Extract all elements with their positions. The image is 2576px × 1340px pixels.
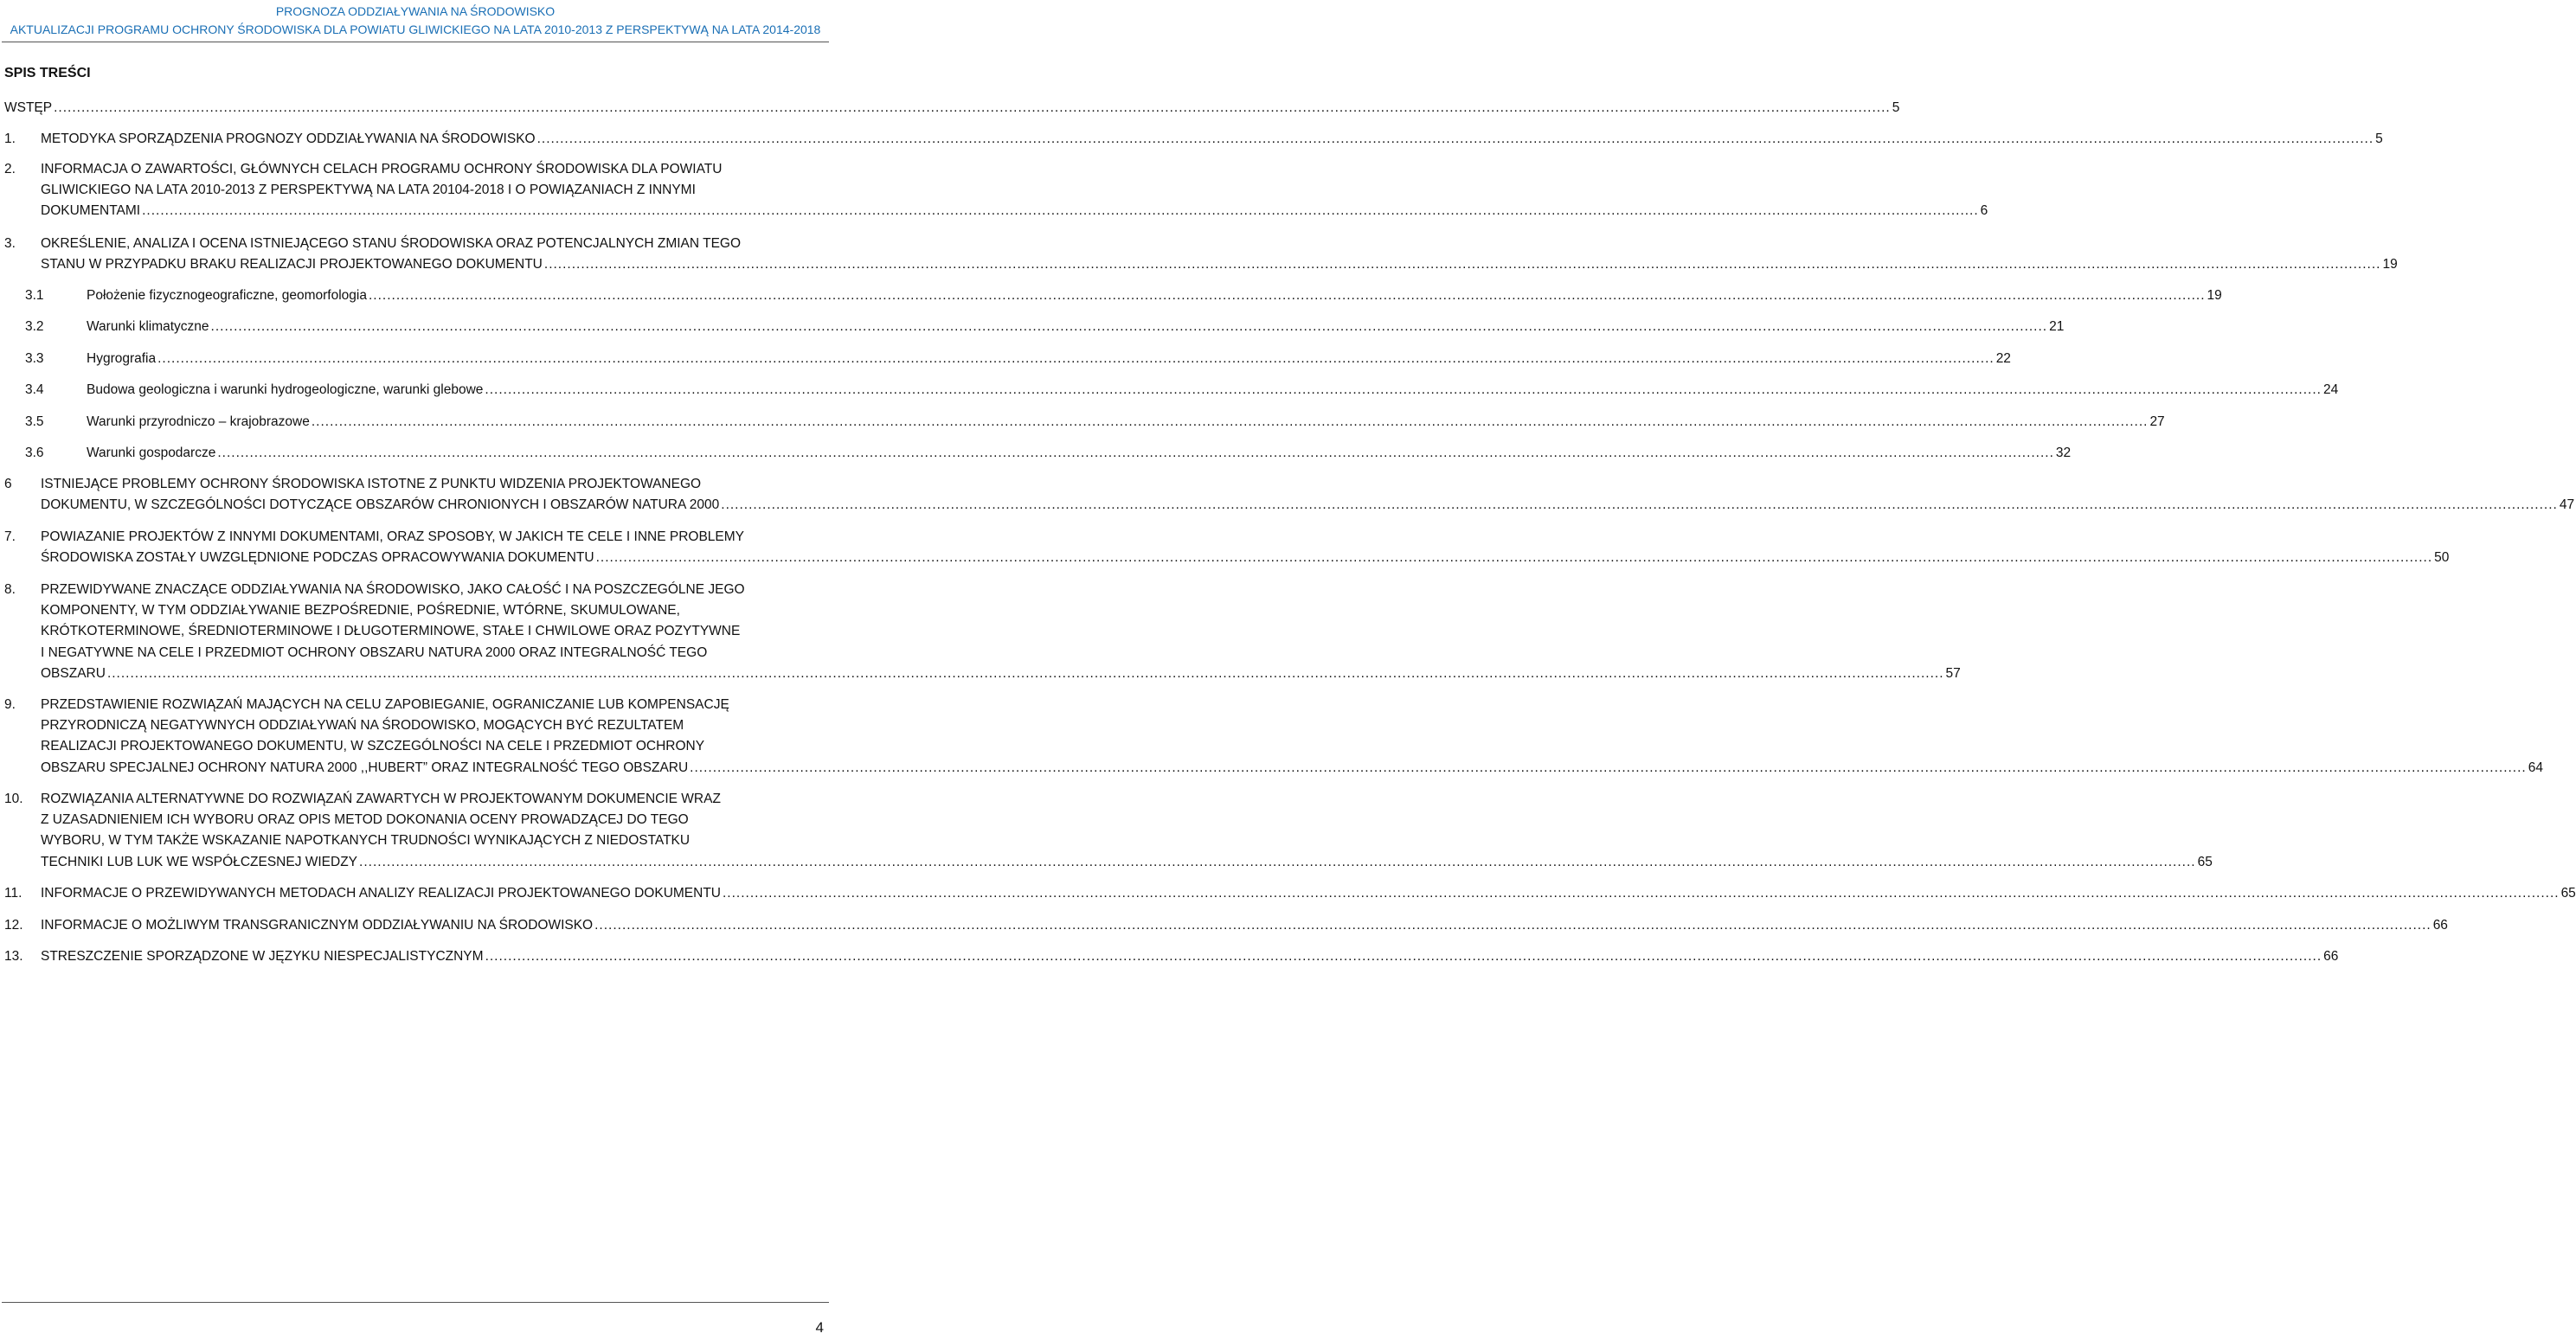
toc-entry-number: 3.2 (25, 319, 44, 334)
toc-entry-page: 65 (2197, 854, 2213, 869)
header-line-2: AKTUALIZACJI PROGRAMU OCHRONY ŚRODOWISKA DLA POWIATU GLIWICKIEGO NA LATA 2010-2013 Z PERSPEKTYWĄ NA LATA 2014-2018 (10, 22, 821, 36)
toc-entry-page: 32 (2055, 446, 2072, 460)
dot-leader: ................................................................................................................................................................................................................................................................................................................................................................................................................ (536, 131, 2374, 146)
toc-entry-title: STANU W PRZYPADKU BRAKU REALIZACJI PROJEKTOWANEGO DOKUMENTU (41, 257, 543, 272)
dot-leader: ................................................................................................................................................................................................................................................................................................................................................................................................................ (594, 918, 2431, 933)
toc-entry-number: 3.5 (25, 414, 44, 429)
dot-leader: ................................................................................................................................................................................................................................................................................................................................................................................................................ (690, 760, 2527, 775)
toc-entry-title: WYBORU, W TYM TAKŻE WSKAZANIE NAPOTKANYCH TRUDNOŚCI WYNIKAJĄCYCH Z NIEDOSTATKU (41, 833, 691, 849)
toc-entry-page: 65 (2560, 886, 2576, 901)
toc-entry-title: KOMPONENTY, W TYM ODDZIAŁYWANIE BEZPOŚREDNIE, POŚREDNIE, WTÓRNE, SKUMULOWANE, (41, 603, 680, 619)
dot-leader: ................................................................................................................................................................................................................................................................................................................................................................................................................ (359, 854, 2196, 869)
running-header (0, 3, 831, 39)
dot-leader: ................................................................................................................................................................................................................................................................................................................................................................................................................ (142, 203, 1979, 219)
toc-entry-number: 13. (4, 949, 23, 964)
toc-entry-title: Hygrografia (87, 351, 157, 366)
dot-leader: ................................................................................................................................................................................................................................................................................................................................................................................................................ (721, 497, 2558, 513)
toc-entry-title: DOKUMENTAMI (41, 203, 141, 219)
toc-entry-title: Warunki gospodarcze (87, 446, 216, 460)
toc-entry-title: ISTNIEJĄCE PROBLEMY OCHRONY ŚRODOWISKA ISTOTNE Z PUNKTU WIDZENIA PROJEKTOWANEGO (41, 477, 702, 491)
toc-entry-number: 9. (4, 697, 16, 712)
toc-entry-page: 47 (2559, 497, 2575, 513)
toc-entry-page: 24 (2322, 382, 2339, 397)
dot-leader: ................................................................................................................................................................................................................................................................................................................................................................................................................ (723, 886, 2560, 901)
toc-entry-page: 5 (2375, 131, 2383, 146)
toc-entry-number: 3.1 (25, 288, 44, 303)
toc-entry-number: 11. (4, 886, 22, 901)
toc-entry-number: 3.3 (25, 351, 44, 366)
dot-leader: ................................................................................................................................................................................................................................................................................................................................................................................................................ (217, 446, 2054, 460)
footer-divider (2, 1302, 829, 1303)
toc-title: SPIS TREŚCI (4, 66, 91, 80)
header-line-1: PROGNOZA ODDZIAŁYWANIA NA ŚRODOWISKO (275, 4, 556, 18)
toc-entry-title: ŚRODOWISKA ZOSTAŁY UWZGLĘDNIONE PODCZAS OPRACOWYWANIA DOKUMENTU (41, 550, 594, 566)
dot-leader: ................................................................................................................................................................................................................................................................................................................................................................................................................ (485, 382, 2322, 397)
toc-entry-page: 19 (2207, 288, 2222, 303)
toc-entry-page: 19 (2382, 257, 2398, 272)
toc-entry-title: ROZWIĄZANIA ALTERNATYWNE DO ROZWIĄZAŃ ZAWARTYCH W PROJEKTOWANYM DOKUMENCIE WRAZ (41, 792, 721, 806)
dot-leader: ................................................................................................................................................................................................................................................................................................................................................................................................................ (54, 100, 1891, 115)
toc-entry-title: METODYKA SPORZĄDZENIA PROGNOZY ODDZIAŁYWANIA NA ŚRODOWISKO (41, 131, 536, 146)
toc-entry-number: 8. (4, 582, 16, 597)
toc-entry-title: OBSZARU SPECJALNEJ OCHRONY NATURA 2000 ,,HUBERT” ORAZ INTEGRALNOŚĆ TEGO OBSZARU (41, 760, 689, 775)
toc-entry-title: REALIZACJI PROJEKTOWANEGO DOKUMENTU, W SZCZEGÓLNOŚCI NA CELE I PRZEDMIOT OCHRONY (41, 739, 705, 754)
toc-entry-number: 1. (4, 131, 16, 146)
toc-entry-page: 22 (1995, 351, 2011, 366)
toc-entry-number: 3.6 (25, 446, 44, 460)
toc-entry-title: STRESZCZENIE SPORZĄDZONE W JĘZYKU NIESPECJALISTYCZNYM (41, 949, 484, 964)
toc-entry-number: 3.4 (25, 382, 44, 397)
toc-entry-title: WSTĘP (4, 100, 53, 115)
toc-entry-title: INFORMACJE O PRZEWIDYWANYCH METODACH ANALIZY REALIZACJI PROJEKTOWANEGO DOKUMENTU (41, 886, 721, 901)
toc-entry-title: TECHNIKI LUB LUK WE WSPÓŁCZESNEJ WIEDZY (41, 854, 358, 869)
toc-entry-title: PRZEWIDYWANE ZNACZĄCE ODDZIAŁYWANIA NA ŚRODOWISKO, JAKO CAŁOŚĆ I NA POSZCZEGÓLNE JEGO (41, 582, 745, 597)
toc-entry-page: 57 (1945, 665, 1961, 681)
toc-entry-page: 21 (2049, 319, 2065, 334)
toc-entry-title: PRZEDSTAWIENIE ROZWIĄZAŃ MAJĄCYCH NA CELU ZAPOBIEGANIE, OGRANICZANIE LUB KOMPENSACJĘ (41, 697, 729, 712)
toc-entry-title: DOKUMENTU, W SZCZEGÓLNOŚCI DOTYCZĄCE OBSZARÓW CHRONIONYCH I OBSZARÓW NATURA 2000 (41, 497, 720, 513)
toc-entry-page: 66 (2323, 949, 2339, 964)
toc-entry-page: 5 (1892, 100, 1900, 115)
toc-entry-page: 27 (2149, 414, 2165, 429)
toc-entry-number: 6 (4, 477, 12, 491)
toc-entry-title: POWIAZANIE PROJEKTÓW Z INNYMI DOKUMENTAMI, ORAZ SPOSOBY, W JAKICH TE CELE I INNE PROBLEMY (41, 529, 745, 544)
toc-entry-title: I NEGATYWNE NA CELE I PRZEDMIOT OCHRONY OBSZARU NATURA 2000 ORAZ INTEGRALNOŚĆ TEGO (41, 644, 708, 660)
dot-leader: ................................................................................................................................................................................................................................................................................................................................................................................................................ (595, 550, 2433, 566)
toc-entry-number: 3. (4, 236, 16, 251)
toc-entry-title: INFORMACJA O ZAWARTOŚCI, GŁÓWNYCH CELACH PROGRAMU OCHRONY ŚRODOWISKA DLA POWIATU (41, 162, 723, 176)
toc-entry-title: Warunki przyrodniczo – krajobrazowe (87, 414, 310, 429)
toc-entry-title: Położenie fizycznogeograficzne, geomorfologia (87, 288, 367, 303)
toc-entry-title: PRZYRODNICZĄ NEGATYWNYCH ODDZIAŁYWAŃ NA ŚRODOWISKO, MOGĄCYCH BYĆ REZULTATEM (41, 718, 684, 734)
dot-leader: ................................................................................................................................................................................................................................................................................................................................................................................................................ (157, 351, 1995, 366)
toc-entry-number: 7. (4, 529, 16, 544)
dot-leader: ................................................................................................................................................................................................................................................................................................................................................................................................................ (106, 665, 1944, 681)
toc-entry-title: OBSZARU (41, 665, 106, 681)
dot-leader: ................................................................................................................................................................................................................................................................................................................................................................................................................ (210, 319, 2048, 334)
dot-leader: ................................................................................................................................................................................................................................................................................................................................................................................................................ (543, 257, 2381, 272)
toc-entry-page: 50 (2434, 550, 2450, 566)
toc-entry-title: Z UZASADNIENIEM ICH WYBORU ORAZ OPIS METOD DOKONANIA OCENY PROWADZĄCEJ DO TEGO (41, 812, 689, 828)
dot-leader: ................................................................................................................................................................................................................................................................................................................................................................................................................ (368, 288, 2206, 303)
toc-entry-page: 64 (2528, 760, 2543, 775)
toc-entry-title: INFORMACJE O MOŻLIWYM TRANSGRANICZNYM ODDZIAŁYWANIU NA ŚRODOWISKO (41, 918, 594, 933)
toc-entry-number: 10. (4, 792, 23, 806)
toc-entry-title: Budowa geologiczna i warunki hydrogeologiczne, warunki glebowe (87, 382, 484, 397)
toc-entry-page: 66 (2432, 918, 2448, 933)
toc-entry-number: 2. (4, 162, 16, 176)
toc-entry-title: KRÓTKOTERMINOWE, ŚREDNIOTERMINOWE I DŁUGOTERMINOWE, STAŁE I CHWILOWE ORAZ POZYTYWNE (41, 624, 741, 639)
dot-leader: ................................................................................................................................................................................................................................................................................................................................................................................................................ (311, 414, 2149, 429)
toc-entry-title: GLIWICKIEGO NA LATA 2010-2013 Z PERSPEKTYWĄ NA LATA 20104-2018 I O POWIĄZANIACH Z INNYMI (41, 183, 696, 198)
dot-leader: ................................................................................................................................................................................................................................................................................................................................................................................................................ (485, 949, 2322, 964)
toc-entry-page: 6 (1980, 203, 1988, 219)
toc-entry-title: Warunki klimatyczne (87, 319, 209, 334)
page-number: 4 (815, 1319, 824, 1336)
toc-entry-title: OKREŚLENIE, ANALIZA I OCENA ISTNIEJĄCEGO STANU ŚRODOWISKA ORAZ POTENCJALNYCH ZMIAN TEGO (41, 236, 742, 251)
toc-entry-number: 12. (4, 918, 23, 933)
